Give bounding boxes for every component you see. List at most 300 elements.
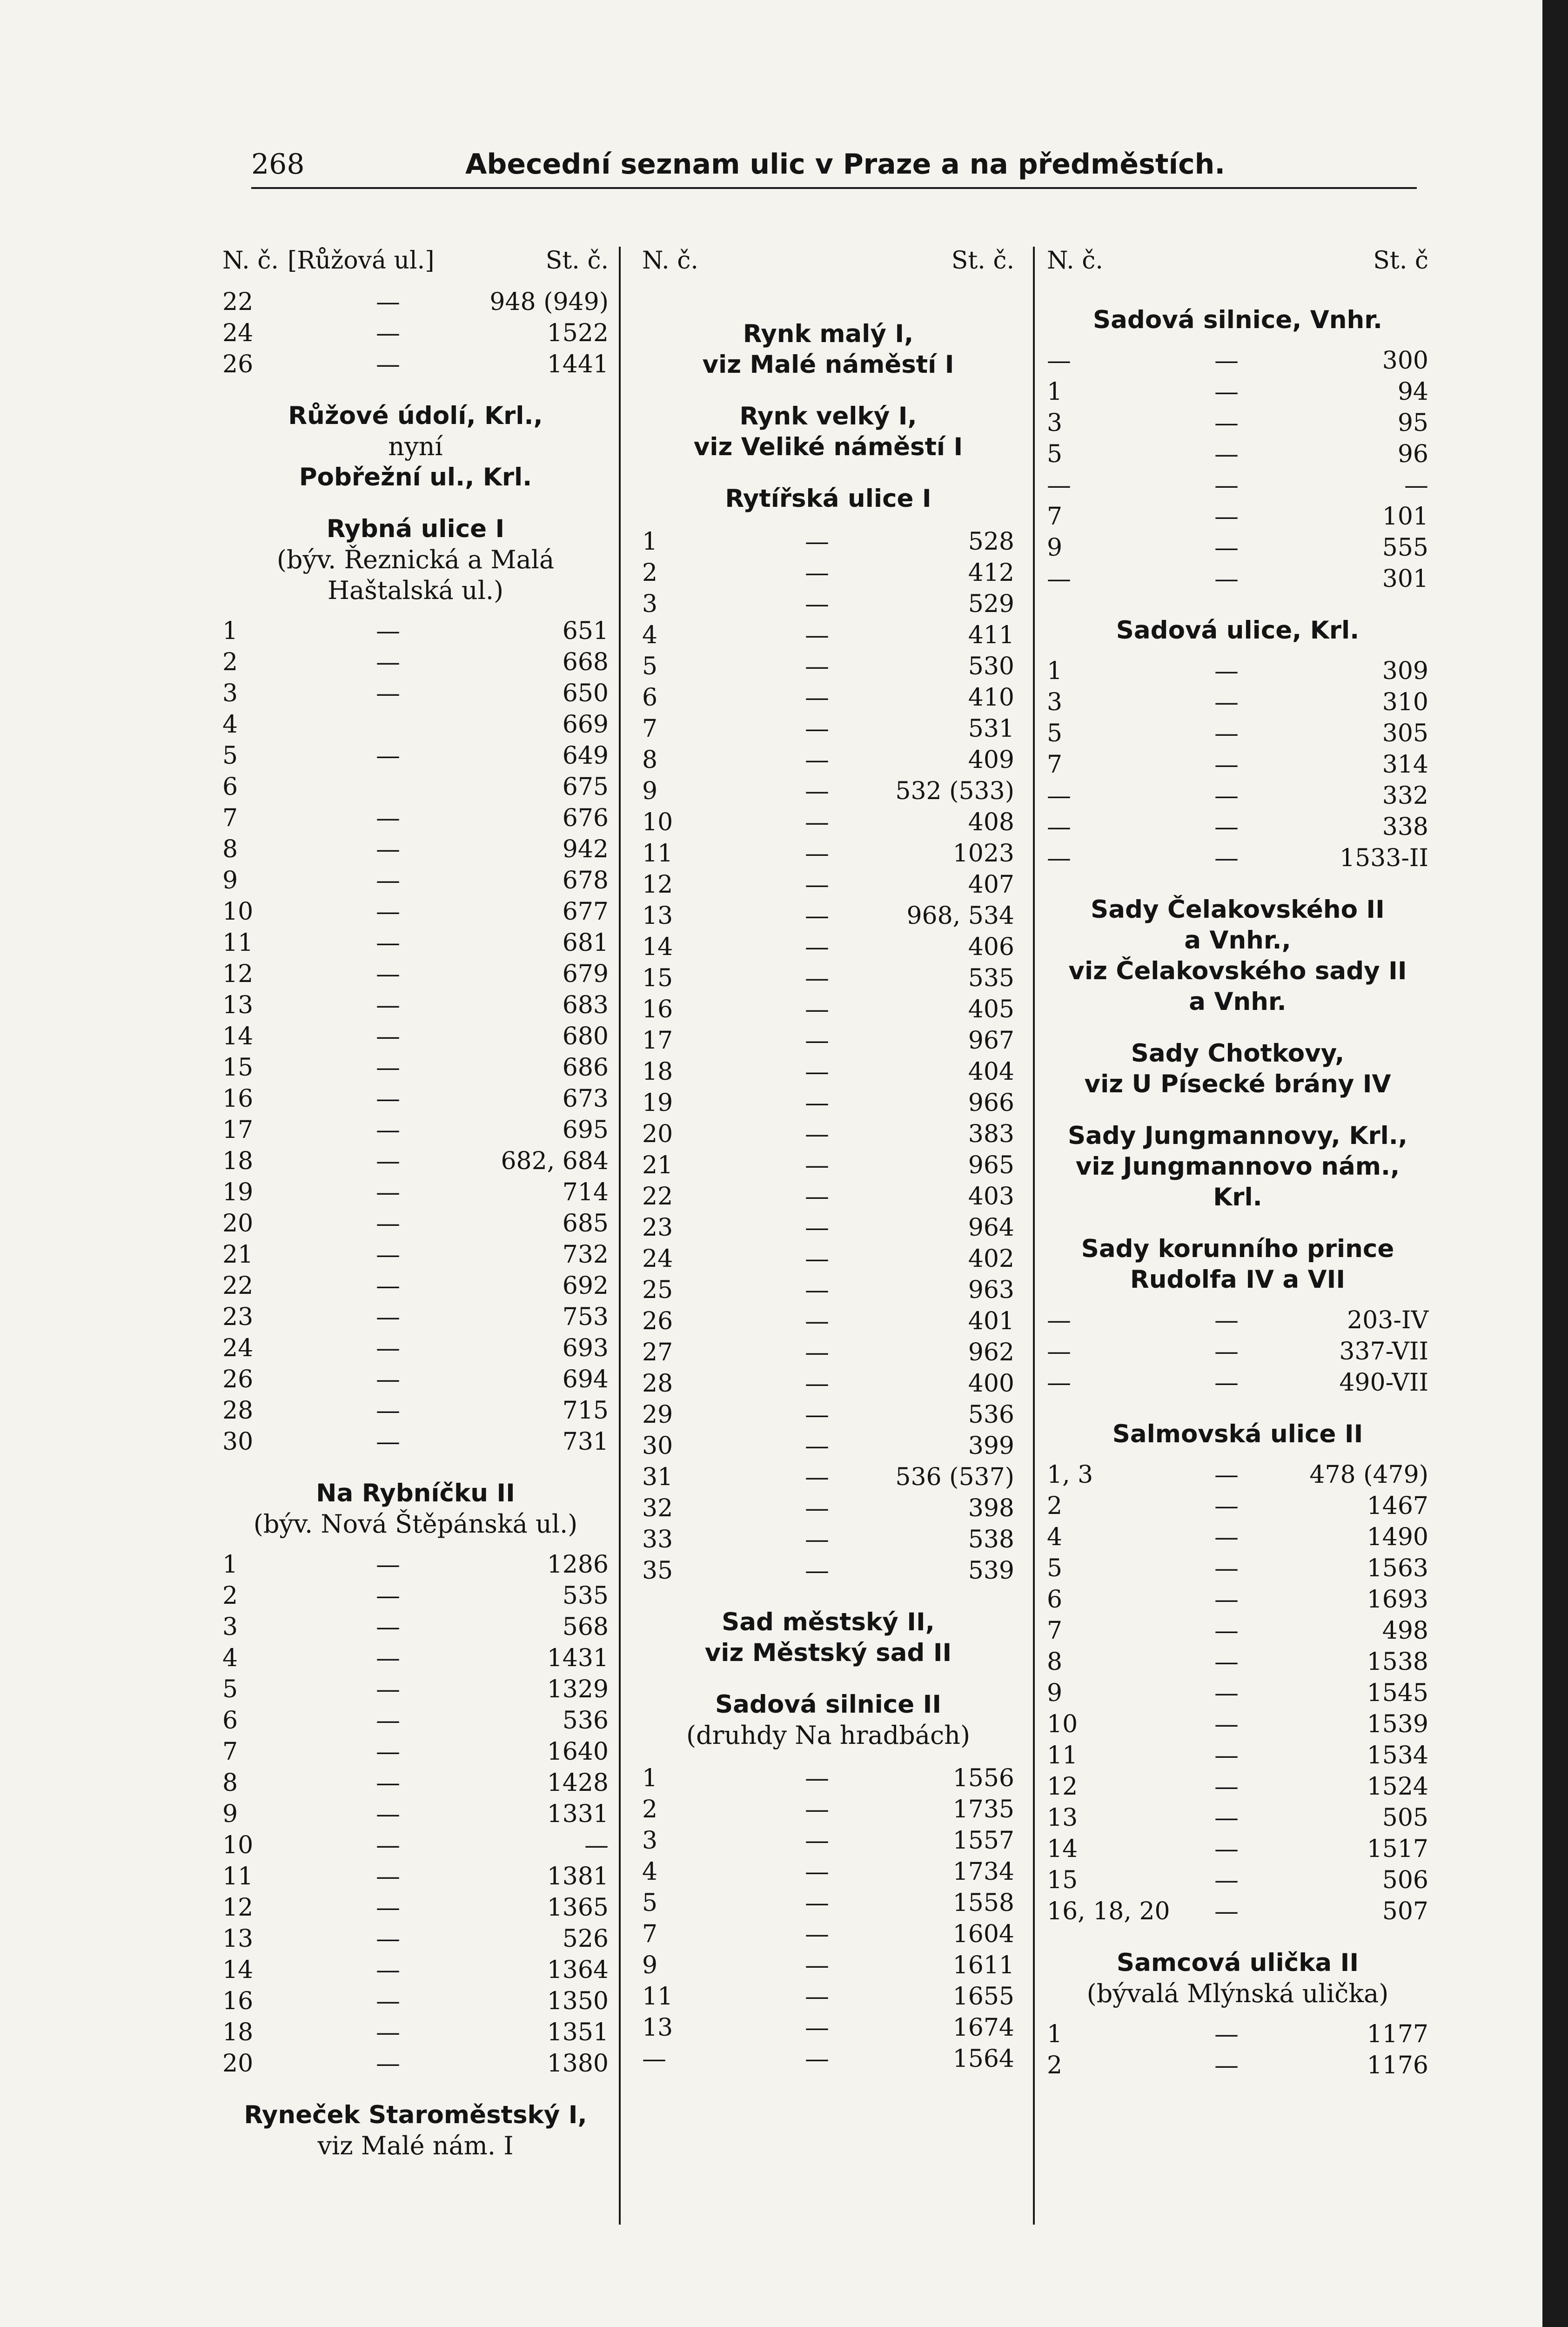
house-number: 3 (222, 679, 238, 707)
house-number: 2 (1047, 2051, 1063, 2079)
table-row (642, 1087, 1014, 1118)
street-former-name: (bývalá Mlýnská ulička) (1086, 1979, 1389, 2008)
house-number: 5 (222, 742, 238, 770)
column-header (642, 247, 1014, 286)
building-number: 1177 (1367, 2020, 1428, 2048)
building-number: 1558 (952, 1889, 1014, 1917)
table-row (642, 651, 1014, 682)
building-number: 650 (562, 679, 609, 707)
building-number: 651 (562, 617, 609, 645)
house-number: 14 (222, 1022, 254, 1050)
street-entry-rybna (222, 514, 609, 606)
house-number: 12 (1047, 1773, 1078, 1801)
dash-separator: — (805, 1432, 829, 1460)
street-name: Sady Jungmannovy, Krl., (1067, 1122, 1408, 1150)
table-row (1047, 1833, 1428, 1864)
house-number: 4 (642, 621, 658, 649)
salmovska-rows (1047, 1459, 1428, 1927)
dash-separator: — (376, 2018, 400, 2046)
dash-separator: — (1214, 1648, 1239, 1676)
dash-separator: — (805, 1370, 829, 1398)
table-row (1047, 2050, 1428, 2081)
house-number: 35 (642, 1557, 673, 1585)
house-number: 21 (222, 1241, 254, 1269)
building-number: 668 (562, 648, 609, 676)
table-row (1047, 501, 1428, 532)
table-row (642, 526, 1014, 557)
table-row (642, 2043, 1014, 2074)
dash-separator: — (805, 933, 829, 961)
dash-separator: — (805, 1276, 829, 1304)
table-row (222, 678, 609, 709)
street-entry-sady-celakovskeho (1047, 894, 1428, 1017)
street-reference: viz U Písecké brány IV (1084, 1070, 1391, 1098)
table-row (222, 1580, 609, 1611)
house-number: 7 (222, 1738, 238, 1766)
building-number: 686 (562, 1054, 609, 1082)
table-row (1047, 1336, 1428, 1367)
house-number: 7 (1047, 751, 1063, 779)
table-row (222, 2048, 609, 2079)
street-entry-sadova-silnice-ii (642, 1689, 1014, 1751)
building-number: 400 (968, 1370, 1014, 1398)
building-number: 412 (968, 559, 1014, 587)
table-row (222, 1798, 609, 1829)
table-row (222, 1301, 609, 1332)
building-number: 1611 (952, 1951, 1014, 1979)
house-number: 22 (222, 288, 254, 316)
table-row (1047, 470, 1428, 501)
building-number: 507 (1382, 1897, 1428, 1925)
street-name: Sady korunního prince (1081, 1235, 1394, 1263)
dash-separator: — (1214, 378, 1239, 406)
house-number: 1 (1047, 657, 1063, 685)
building-number: 683 (562, 991, 609, 1019)
house-number: — (642, 2045, 666, 2073)
dash-separator: — (376, 1956, 400, 1984)
dash-separator: — (1214, 688, 1239, 716)
street-former-name: (býv. Řeznická a Malá (276, 545, 555, 574)
dash-separator: — (805, 746, 829, 774)
house-number: 18 (642, 1058, 673, 1086)
table-row (642, 1825, 1014, 1856)
table-row (1047, 1740, 1428, 1771)
house-number: 4 (222, 1644, 238, 1672)
building-number: 1381 (547, 1863, 609, 1890)
running-title: Abecední seznam ulic v Praze a na předměstích. (465, 148, 1226, 181)
building-number: 101 (1382, 503, 1428, 531)
page-edge-shadow (1542, 0, 1568, 2327)
table-row (222, 1426, 609, 1457)
dash-separator: — (376, 1644, 400, 1672)
building-number: 1517 (1367, 1835, 1428, 1863)
building-number: 1557 (952, 1827, 1014, 1855)
street-name: Na Rybníčku II (316, 1479, 515, 1507)
table-row (222, 1985, 609, 2017)
dash-separator: — (376, 2050, 400, 2078)
building-number: 679 (562, 960, 609, 988)
dash-separator: — (805, 2014, 829, 2042)
building-number: 478 (479) (1309, 1461, 1428, 1489)
street-name: Ryneček Staroměstský I, (244, 2101, 587, 2129)
building-number: 1286 (547, 1551, 609, 1579)
dash-separator: — (805, 902, 829, 930)
street-district: Rudolfa IV a VII (1130, 1265, 1346, 1294)
house-number: 15 (642, 964, 673, 992)
table-row (642, 962, 1014, 994)
street-reference: viz Čelakovského sady II (1068, 957, 1407, 985)
dash-separator: — (376, 804, 400, 832)
building-number: 305 (1382, 720, 1428, 747)
house-number: 10 (642, 808, 673, 836)
street-former-name: (druhdy Na hradbách) (686, 1721, 971, 1750)
dash-separator: — (376, 1085, 400, 1113)
dash-separator: — (805, 621, 829, 649)
house-number: 13 (1047, 1804, 1078, 1832)
dash-separator: — (376, 929, 400, 957)
table-row (642, 1025, 1014, 1056)
street-entry-rynk-maly (642, 319, 1014, 380)
table-row (642, 1950, 1014, 1981)
table-row (1047, 1708, 1428, 1740)
table-row (222, 958, 609, 989)
house-number: 1 (222, 1551, 238, 1579)
table-row (1047, 1367, 1428, 1398)
dash-separator: — (805, 1058, 829, 1086)
dash-separator: — (376, 319, 400, 347)
building-number: 526 (562, 1925, 609, 1953)
street-name: Samcová ulička II (1116, 1949, 1359, 1977)
column-divider-1 (619, 247, 621, 2225)
house-number: — (1047, 1338, 1071, 1365)
dash-separator: — (1214, 1306, 1239, 1334)
table-row (642, 1794, 1014, 1825)
house-number: 4 (642, 1858, 658, 1886)
table-row (1047, 1864, 1428, 1896)
street-entry-rynk-velky (642, 401, 1014, 463)
building-number: 680 (562, 1022, 609, 1050)
house-number: 23 (222, 1303, 254, 1331)
building-number: 300 (1382, 347, 1428, 375)
table-row (1047, 1896, 1428, 1927)
table-row (642, 1430, 1014, 1461)
table-row (222, 1208, 609, 1239)
building-number: 408 (968, 808, 1014, 836)
dash-separator: — (376, 1800, 400, 1828)
building-number: 685 (562, 1210, 609, 1237)
dash-separator: — (805, 559, 829, 587)
table-row (222, 771, 609, 802)
table-row (222, 1332, 609, 1364)
building-number: 692 (562, 1272, 609, 1300)
building-number: 1556 (952, 1764, 1014, 1792)
building-number: 404 (968, 1058, 1014, 1086)
dash-separator: — (805, 590, 829, 618)
dash-separator: — (376, 742, 400, 770)
dash-separator: — (1214, 1369, 1239, 1397)
building-number: 966 (968, 1089, 1014, 1117)
table-row (642, 557, 1014, 588)
dash-separator: — (805, 1245, 829, 1273)
table-row (1047, 1646, 1428, 1677)
building-number: 310 (1382, 688, 1428, 716)
table-row (222, 646, 609, 678)
dash-separator: — (376, 1334, 400, 1362)
building-number-heading: St. č. (545, 247, 609, 275)
building-number: 536 (537) (895, 1463, 1014, 1491)
building-number: 1534 (1367, 1742, 1428, 1769)
building-number: 490-VII (1339, 1369, 1428, 1397)
dash-separator: — (376, 1272, 400, 1300)
house-number: 21 (642, 1151, 673, 1179)
house-number: 7 (642, 1920, 658, 1948)
house-number: — (1047, 1369, 1071, 1397)
table-row (222, 1239, 609, 1270)
dash-separator: — (805, 871, 829, 899)
table-row (642, 1243, 1014, 1274)
table-row (642, 1856, 1014, 1887)
house-number: 15 (1047, 1866, 1078, 1894)
dash-separator: — (376, 835, 400, 863)
table-row (222, 1114, 609, 1145)
building-number: 528 (968, 528, 1014, 556)
dash-separator: — (805, 808, 829, 836)
table-row (222, 1611, 609, 1642)
street-entry-rytirska (642, 484, 1014, 514)
building-number: 968, 534 (906, 902, 1014, 930)
house-number: 4 (222, 711, 238, 739)
building-number: 676 (562, 804, 609, 832)
dash-separator: — (1214, 1523, 1239, 1551)
house-number: 12 (222, 960, 254, 988)
building-number: 694 (562, 1365, 609, 1393)
dash-separator: — (1214, 2051, 1239, 2079)
building-number: 407 (968, 871, 1014, 899)
street-district: a Vnhr., (1184, 926, 1291, 955)
building-number: 398 (968, 1494, 1014, 1522)
table-row (642, 588, 1014, 619)
building-number: 1176 (1367, 2051, 1428, 2079)
house-number-heading: N. č. (642, 247, 698, 275)
column-2 (642, 247, 1014, 2234)
dash-separator: — (1214, 1866, 1239, 1894)
building-number: 1734 (952, 1858, 1014, 1886)
house-number: 6 (222, 773, 238, 801)
building-number: 649 (562, 742, 609, 770)
house-number: 24 (642, 1245, 673, 1273)
building-number: 1428 (547, 1769, 609, 1797)
dash-separator: — (1214, 440, 1239, 468)
table-row (222, 1861, 609, 1892)
building-number: 410 (968, 684, 1014, 712)
building-number: 405 (968, 995, 1014, 1023)
street-note: nyní (388, 432, 443, 461)
table-row (222, 1145, 609, 1177)
dash-separator: — (805, 1338, 829, 1366)
building-number: 402 (968, 1245, 1014, 1273)
dash-separator: — (376, 617, 400, 645)
building-number: 967 (968, 1027, 1014, 1055)
table-row (222, 1674, 609, 1705)
building-number: 383 (968, 1120, 1014, 1148)
street-reference: a Vnhr. (1189, 988, 1287, 1016)
table-row (642, 1555, 1014, 1586)
dash-separator: — (805, 1920, 829, 1948)
dash-separator: — (1214, 844, 1239, 872)
dash-separator: — (805, 1983, 829, 2011)
dash-separator: — (376, 1210, 400, 1237)
house-number: 3 (1047, 409, 1063, 437)
table-row (222, 927, 609, 958)
street-former-name: (býv. Nová Štěpánská ul.) (253, 1509, 578, 1539)
building-number: 96 (1397, 440, 1428, 468)
dash-separator: — (1214, 1461, 1239, 1489)
house-number: 6 (642, 684, 658, 712)
house-number: — (1047, 782, 1071, 810)
building-number: 538 (968, 1526, 1014, 1554)
house-number: 1 (1047, 2020, 1063, 2048)
building-number: 1380 (547, 2050, 609, 2078)
dash-separator: — (1214, 1804, 1239, 1832)
dash-separator: — (805, 652, 829, 680)
dash-separator: — (376, 1551, 400, 1579)
street-reference: viz Jungmannovo nám., (1075, 1152, 1400, 1181)
street-name: Rynk malý I, (743, 320, 914, 348)
table-row (642, 1118, 1014, 1150)
dash-separator: — (805, 528, 829, 556)
table-row (642, 1337, 1014, 1368)
table-row (222, 709, 609, 740)
house-number: 18 (222, 2018, 254, 2046)
table-row (222, 1549, 609, 1580)
building-number: 715 (562, 1397, 609, 1425)
dash-separator: — (376, 288, 400, 316)
house-number: 2 (642, 1796, 658, 1823)
dash-separator: — (1214, 1617, 1239, 1645)
rytirska-rows (642, 526, 1014, 1586)
dash-separator: — (805, 715, 829, 743)
table-row (642, 1368, 1014, 1399)
house-number: 1, 3 (1047, 1461, 1093, 1489)
dash-separator: — (376, 1894, 400, 1922)
building-number: 1539 (1367, 1710, 1428, 1738)
dash-separator: — (805, 1557, 829, 1585)
street-entry-samcova (1047, 1948, 1428, 2009)
house-number: 24 (222, 319, 254, 347)
table-row (1047, 1305, 1428, 1336)
building-number: 203-IV (1347, 1306, 1428, 1334)
building-number: 536 (562, 1707, 609, 1735)
dash-separator: — (1214, 503, 1239, 531)
house-number: 9 (642, 777, 658, 805)
street-name: Sad městský II, (722, 1608, 935, 1636)
house-number: 33 (642, 1526, 673, 1554)
house-number: 16 (222, 1987, 254, 2015)
dash-separator: — (376, 1613, 400, 1641)
samcova-rows (1047, 2018, 1428, 2081)
column-1 (222, 247, 609, 2234)
street-entry-na-rybnicku (222, 1478, 609, 1540)
building-number: 1467 (1367, 1492, 1428, 1520)
dash-separator: — (376, 1987, 400, 2015)
building-number: 681 (562, 929, 609, 957)
table-row (642, 931, 1014, 962)
building-number: 1350 (547, 1987, 609, 2015)
house-number: 2 (642, 559, 658, 587)
building-number-heading: St. č (1373, 247, 1428, 275)
house-number: — (1047, 1306, 1071, 1334)
house-number: 5 (1047, 1554, 1063, 1582)
dash-separator: — (376, 1707, 400, 1735)
building-number: 1735 (952, 1796, 1014, 1823)
dash-separator: — (805, 1463, 829, 1491)
building-number: 338 (1382, 813, 1428, 841)
continued-street-heading: [Růžová ul.] (288, 247, 435, 275)
house-number: 11 (642, 1983, 673, 2011)
house-number: 13 (222, 1925, 254, 1953)
building-number: 1538 (1367, 1648, 1428, 1676)
dash-separator: — (376, 867, 400, 894)
building-number: 539 (968, 1557, 1014, 1585)
house-number: 16 (642, 995, 673, 1023)
table-row (642, 1056, 1014, 1087)
building-number: 963 (968, 1276, 1014, 1304)
table-row (1047, 686, 1428, 718)
house-number: — (1047, 471, 1071, 499)
dash-separator: — (805, 1401, 829, 1429)
dash-separator: — (1214, 1679, 1239, 1707)
dash-separator: — (1214, 813, 1239, 841)
table-row (642, 900, 1014, 931)
building-number: 568 (562, 1613, 609, 1641)
sady-rudolfa-rows (1047, 1305, 1428, 1398)
house-number: 30 (222, 1428, 254, 1456)
dash-separator: — (376, 960, 400, 988)
dash-separator: — (1214, 471, 1239, 499)
house-number: — (1047, 844, 1071, 872)
table-row (1047, 1677, 1428, 1708)
building-number: 732 (562, 1241, 609, 1269)
building-number: 1563 (1367, 1554, 1428, 1582)
building-number: 714 (562, 1178, 609, 1206)
house-number: 3 (1047, 688, 1063, 716)
table-row (1047, 1459, 1428, 1490)
building-number: 942 (562, 835, 609, 863)
house-number: 1 (642, 528, 658, 556)
street-entry-sady-jungmannovy (1047, 1121, 1428, 1213)
table-row (642, 1399, 1014, 1430)
house-number: 23 (642, 1214, 673, 1242)
table-row (222, 349, 609, 380)
building-number: 1329 (547, 1675, 609, 1703)
table-row (1047, 345, 1428, 376)
page-number: 268 (251, 148, 305, 181)
building-number-heading: St. č. (951, 247, 1014, 275)
building-number: 948 (949) (489, 288, 609, 316)
house-number: 18 (222, 1147, 254, 1175)
table-row (1047, 2018, 1428, 2050)
table-row (1047, 1490, 1428, 1521)
sadova-ulice-krl-rows (1047, 655, 1428, 874)
sadova-silnice-ii-rows (642, 1762, 1014, 2074)
street-name: Sadová silnice, Vnhr. (1093, 306, 1382, 334)
house-number: 7 (1047, 1617, 1063, 1645)
house-number: 2 (1047, 1492, 1063, 1520)
table-row (642, 838, 1014, 869)
house-number: 14 (642, 933, 673, 961)
building-number: 401 (968, 1307, 1014, 1335)
table-row (222, 1736, 609, 1767)
